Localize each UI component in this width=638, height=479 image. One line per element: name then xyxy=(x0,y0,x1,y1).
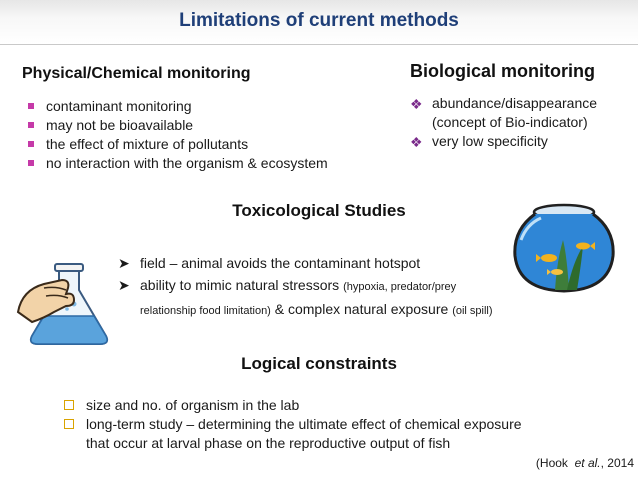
citation: (Hook et al., 2014 xyxy=(535,456,634,470)
list-item: no interaction with the organism & ecosystem xyxy=(24,154,384,173)
list-item: ➤ field – animal avoids the contaminant hotspot xyxy=(118,255,421,271)
diamond-bullet-icon: ❖ xyxy=(410,96,423,112)
checkbox-bullet-icon xyxy=(64,419,74,429)
square-bullet-icon xyxy=(28,160,34,166)
arrow-bullet-icon: ➤ xyxy=(118,277,130,293)
physical-heading: Physical/Chemical monitoring xyxy=(22,65,251,82)
page-title: Limitations of current methods xyxy=(179,10,459,31)
toxicological-heading: Toxicological Studies xyxy=(232,201,406,220)
list-item: contaminant monitoring xyxy=(24,97,384,116)
hand-holding-flask-icon xyxy=(14,262,114,348)
checkbox-bullet-icon xyxy=(64,400,74,410)
square-bullet-icon xyxy=(28,141,34,147)
logical-heading: Logical constraints xyxy=(241,354,397,373)
title-bar xyxy=(0,0,638,45)
physical-list xyxy=(24,97,384,173)
list-item: ➤ ability to mimic natural stressors (hypoxia, predator/prey xyxy=(118,277,457,293)
list-item: size and no. of organism in the lab xyxy=(64,396,584,415)
list-item: long-term study – determining the ultimate effect of chemical exposure xyxy=(64,415,584,434)
fishbowl-icon xyxy=(511,200,617,294)
logical-list xyxy=(64,396,584,453)
arrow-bullet-icon: ➤ xyxy=(118,255,130,271)
biological-heading: Biological monitoring xyxy=(410,61,595,81)
square-bullet-icon xyxy=(28,103,34,109)
list-item: ❖ very low specificity xyxy=(410,133,548,150)
toxicological-list xyxy=(118,254,538,321)
list-item: the effect of mixture of pollutants xyxy=(24,135,384,154)
list-item: ❖ abundance/disappearance xyxy=(410,95,598,112)
square-bullet-icon xyxy=(28,122,34,128)
list-item: that occur at larval phase on the reproductive output of fish xyxy=(86,435,451,451)
list-item: may not be bioavailable xyxy=(24,116,384,135)
diamond-bullet-icon: ❖ xyxy=(410,134,423,150)
list-item: (concept of Bio-indicator) xyxy=(432,114,588,130)
list-item: relationship food limitation) & complex natural exposure (oil spill) xyxy=(140,301,493,317)
biological-list xyxy=(410,94,635,151)
